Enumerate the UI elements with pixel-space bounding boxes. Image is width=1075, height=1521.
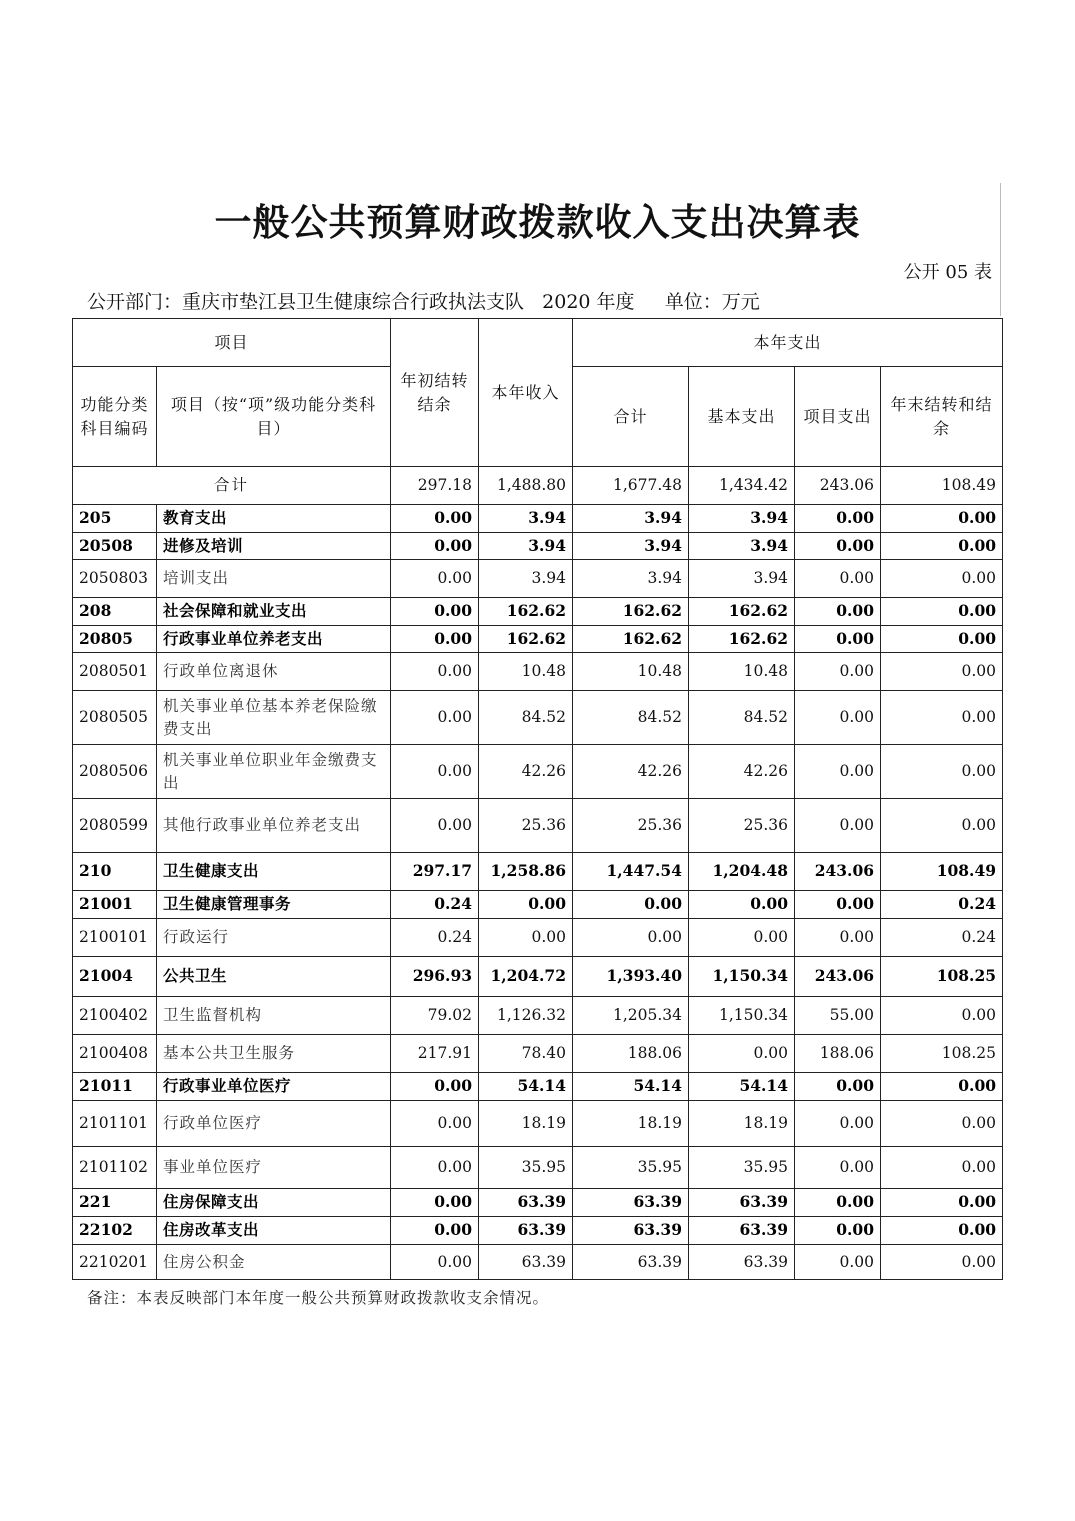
table-row [73, 691, 1003, 745]
row-name: 住房公积金 [157, 1245, 391, 1280]
row-basic: 1,150.34 [689, 997, 795, 1035]
row-name: 卫生健康支出 [157, 853, 391, 891]
table-row [73, 745, 1003, 799]
table-row [73, 853, 1003, 891]
header-total: 合计 [573, 367, 689, 467]
row-closing: 108.25 [881, 957, 1003, 997]
header-closing: 年末结转和结余 [881, 367, 1003, 467]
row-code: 20805 [73, 626, 157, 653]
row-basic: 0.00 [689, 1035, 795, 1073]
row-opening: 0.00 [391, 1101, 479, 1147]
row-code: 221 [73, 1189, 157, 1217]
header-project: 项目 [73, 319, 391, 367]
row-code: 210 [73, 853, 157, 891]
row-sum: 25.36 [573, 799, 689, 853]
total-sum: 1,677.48 [573, 467, 689, 505]
row-basic: 63.39 [689, 1189, 795, 1217]
row-sum: 1,447.54 [573, 853, 689, 891]
row-basic: 162.62 [689, 598, 795, 626]
page-title: 一般公共预算财政拨款收入支出决算表 [214, 200, 861, 244]
row-opening: 0.00 [391, 1245, 479, 1280]
row-code: 2080599 [73, 799, 157, 853]
table-row [73, 957, 1003, 997]
row-opening: 0.24 [391, 919, 479, 957]
row-closing: 0.00 [881, 1189, 1003, 1217]
row-closing: 0.00 [881, 598, 1003, 626]
row-income: 42.26 [479, 745, 573, 799]
row-proj: 0.00 [795, 533, 881, 560]
row-closing: 0.00 [881, 626, 1003, 653]
table-row [73, 505, 1003, 533]
table-row [73, 653, 1003, 691]
row-proj: 188.06 [795, 1035, 881, 1073]
row-proj: 0.00 [795, 919, 881, 957]
table-row [73, 1189, 1003, 1217]
table-row [73, 1147, 1003, 1189]
row-income: 63.39 [479, 1217, 573, 1245]
row-opening: 0.00 [391, 799, 479, 853]
row-closing: 108.25 [881, 1035, 1003, 1073]
row-code: 208 [73, 598, 157, 626]
row-name: 住房保障支出 [157, 1189, 391, 1217]
header-name: 项目（按“项”级功能分类科目） [157, 367, 391, 467]
row-name: 教育支出 [157, 505, 391, 533]
budget-table [72, 318, 1003, 1280]
row-opening: 0.00 [391, 560, 479, 598]
row-name: 行政单位离退休 [157, 653, 391, 691]
row-closing: 0.00 [881, 799, 1003, 853]
row-closing: 0.00 [881, 653, 1003, 691]
row-proj: 0.00 [795, 598, 881, 626]
table-row [73, 1101, 1003, 1147]
row-code: 21001 [73, 891, 157, 919]
row-sum: 42.26 [573, 745, 689, 799]
row-sum: 3.94 [573, 505, 689, 533]
row-income: 1,258.86 [479, 853, 573, 891]
table-row [73, 533, 1003, 560]
row-name: 行政事业单位医疗 [157, 1073, 391, 1101]
row-income: 3.94 [479, 533, 573, 560]
row-closing: 0.00 [881, 533, 1003, 560]
row-income: 3.94 [479, 560, 573, 598]
row-sum: 0.00 [573, 891, 689, 919]
row-income: 84.52 [479, 691, 573, 745]
row-closing: 0.24 [881, 891, 1003, 919]
row-code: 20508 [73, 533, 157, 560]
row-name: 培训支出 [157, 560, 391, 598]
row-closing: 0.00 [881, 1073, 1003, 1101]
meta-line [87, 287, 760, 314]
department-label: 公开部门：重庆市垫江县卫生健康综合行政执法支队 [87, 291, 525, 313]
row-proj: 0.00 [795, 626, 881, 653]
total-label: 合计 [73, 467, 391, 505]
row-proj: 0.00 [795, 1147, 881, 1189]
row-basic: 0.00 [689, 891, 795, 919]
row-income: 63.39 [479, 1189, 573, 1217]
table-row [73, 799, 1003, 853]
header-opening: 年初结转结余 [391, 319, 479, 467]
row-sum: 84.52 [573, 691, 689, 745]
row-basic: 35.95 [689, 1147, 795, 1189]
row-code: 2210201 [73, 1245, 157, 1280]
row-proj: 0.00 [795, 1101, 881, 1147]
row-name: 行政运行 [157, 919, 391, 957]
row-code: 2080505 [73, 691, 157, 745]
row-sum: 63.39 [573, 1217, 689, 1245]
row-income: 10.48 [479, 653, 573, 691]
row-income: 162.62 [479, 598, 573, 626]
header-code: 功能分类科目编码 [73, 367, 157, 467]
row-code: 2080506 [73, 745, 157, 799]
row-basic: 10.48 [689, 653, 795, 691]
row-basic: 42.26 [689, 745, 795, 799]
row-sum: 0.00 [573, 919, 689, 957]
table-row [73, 891, 1003, 919]
table-row [73, 1073, 1003, 1101]
row-basic: 54.14 [689, 1073, 795, 1101]
row-sum: 10.48 [573, 653, 689, 691]
row-closing: 108.49 [881, 853, 1003, 891]
row-sum: 63.39 [573, 1245, 689, 1280]
row-sum: 3.94 [573, 533, 689, 560]
table-row [73, 598, 1003, 626]
row-name: 卫生健康管理事务 [157, 891, 391, 919]
row-name: 机关事业单位职业年金缴费支出 [157, 745, 391, 799]
row-opening: 296.93 [391, 957, 479, 997]
row-proj: 0.00 [795, 560, 881, 598]
total-basic: 1,434.42 [689, 467, 795, 505]
unit-label: 单位：万元 [664, 291, 760, 313]
row-income: 3.94 [479, 505, 573, 533]
row-income: 35.95 [479, 1147, 573, 1189]
row-income: 1,126.32 [479, 997, 573, 1035]
table-row [73, 1035, 1003, 1073]
row-proj: 0.00 [795, 505, 881, 533]
row-basic: 3.94 [689, 560, 795, 598]
row-proj: 0.00 [795, 745, 881, 799]
row-opening: 79.02 [391, 997, 479, 1035]
table-body [73, 467, 1003, 1280]
row-basic: 1,204.48 [689, 853, 795, 891]
row-proj: 0.00 [795, 799, 881, 853]
row-sum: 1,205.34 [573, 997, 689, 1035]
row-income: 54.14 [479, 1073, 573, 1101]
row-opening: 0.00 [391, 745, 479, 799]
table-row [73, 626, 1003, 653]
row-proj: 0.00 [795, 653, 881, 691]
row-code: 2100101 [73, 919, 157, 957]
row-closing: 0.00 [881, 505, 1003, 533]
table-row [73, 1217, 1003, 1245]
row-closing: 0.00 [881, 745, 1003, 799]
table-row [73, 1245, 1003, 1280]
row-proj: 55.00 [795, 997, 881, 1035]
row-opening: 0.00 [391, 1189, 479, 1217]
header-income: 本年收入 [479, 319, 573, 467]
row-name: 行政单位医疗 [157, 1101, 391, 1147]
row-basic: 63.39 [689, 1217, 795, 1245]
row-code: 21004 [73, 957, 157, 997]
row-name: 住房改革支出 [157, 1217, 391, 1245]
year-label: 2020 年度 [542, 291, 635, 313]
row-income: 1,204.72 [479, 957, 573, 997]
row-sum: 18.19 [573, 1101, 689, 1147]
row-closing: 0.00 [881, 1147, 1003, 1189]
row-closing: 0.00 [881, 1101, 1003, 1147]
row-opening: 0.00 [391, 533, 479, 560]
total-income: 1,488.80 [479, 467, 573, 505]
row-proj: 243.06 [795, 957, 881, 997]
row-proj: 0.00 [795, 1189, 881, 1217]
table-number: 公开 05 表 [903, 262, 992, 283]
row-opening: 0.00 [391, 1147, 479, 1189]
row-basic: 84.52 [689, 691, 795, 745]
footnote: 备注：本表反映部门本年度一般公共预算财政拨款收支余情况。 [87, 1289, 550, 1307]
row-sum: 1,393.40 [573, 957, 689, 997]
row-basic: 3.94 [689, 533, 795, 560]
row-closing: 0.00 [881, 1217, 1003, 1245]
row-basic: 162.62 [689, 626, 795, 653]
row-proj: 243.06 [795, 853, 881, 891]
row-sum: 63.39 [573, 1189, 689, 1217]
row-name: 其他行政事业单位养老支出 [157, 799, 391, 853]
row-income: 162.62 [479, 626, 573, 653]
table-row [73, 560, 1003, 598]
row-income: 25.36 [479, 799, 573, 853]
row-opening: 0.00 [391, 1073, 479, 1101]
row-closing: 0.00 [881, 691, 1003, 745]
row-closing: 0.00 [881, 560, 1003, 598]
header-basic: 基本支出 [689, 367, 795, 467]
row-income: 63.39 [479, 1245, 573, 1280]
row-income: 18.19 [479, 1101, 573, 1147]
row-name: 公共卫生 [157, 957, 391, 997]
row-name: 基本公共卫生服务 [157, 1035, 391, 1073]
row-proj: 0.00 [795, 1245, 881, 1280]
row-code: 2101101 [73, 1101, 157, 1147]
row-basic: 25.36 [689, 799, 795, 853]
total-row [73, 467, 1003, 505]
row-basic: 1,150.34 [689, 957, 795, 997]
row-income: 0.00 [479, 891, 573, 919]
total-proj: 243.06 [795, 467, 881, 505]
row-proj: 0.00 [795, 1073, 881, 1101]
row-proj: 0.00 [795, 1217, 881, 1245]
row-name: 进修及培训 [157, 533, 391, 560]
row-name: 事业单位医疗 [157, 1147, 391, 1189]
row-code: 205 [73, 505, 157, 533]
row-name: 社会保障和就业支出 [157, 598, 391, 626]
row-code: 22102 [73, 1217, 157, 1245]
row-income: 0.00 [479, 919, 573, 957]
row-name: 卫生监督机构 [157, 997, 391, 1035]
row-sum: 3.94 [573, 560, 689, 598]
row-code: 2100402 [73, 997, 157, 1035]
row-name: 机关事业单位基本养老保险缴费支出 [157, 691, 391, 745]
row-code: 2050803 [73, 560, 157, 598]
row-name: 行政事业单位养老支出 [157, 626, 391, 653]
row-proj: 0.00 [795, 691, 881, 745]
row-opening: 0.00 [391, 691, 479, 745]
row-closing: 0.00 [881, 997, 1003, 1035]
row-opening: 0.00 [391, 653, 479, 691]
table-row [73, 919, 1003, 957]
total-closing: 108.49 [881, 467, 1003, 505]
row-basic: 63.39 [689, 1245, 795, 1280]
row-opening: 217.91 [391, 1035, 479, 1073]
row-sum: 188.06 [573, 1035, 689, 1073]
header-proj: 项目支出 [795, 367, 881, 467]
total-opening: 297.18 [391, 467, 479, 505]
row-opening: 297.17 [391, 853, 479, 891]
row-opening: 0.00 [391, 598, 479, 626]
row-basic: 3.94 [689, 505, 795, 533]
row-sum: 54.14 [573, 1073, 689, 1101]
table-row [73, 997, 1003, 1035]
row-closing: 0.00 [881, 1245, 1003, 1280]
row-code: 2101102 [73, 1147, 157, 1189]
header-current-expense: 本年支出 [573, 319, 1003, 367]
row-basic: 0.00 [689, 919, 795, 957]
row-sum: 35.95 [573, 1147, 689, 1189]
row-basic: 18.19 [689, 1101, 795, 1147]
row-opening: 0.00 [391, 626, 479, 653]
row-income: 78.40 [479, 1035, 573, 1073]
row-closing: 0.24 [881, 919, 1003, 957]
row-opening: 0.00 [391, 1217, 479, 1245]
row-proj: 0.00 [795, 891, 881, 919]
row-code: 2080501 [73, 653, 157, 691]
row-opening: 0.00 [391, 505, 479, 533]
row-sum: 162.62 [573, 626, 689, 653]
row-code: 2100408 [73, 1035, 157, 1073]
row-code: 21011 [73, 1073, 157, 1101]
row-sum: 162.62 [573, 598, 689, 626]
row-opening: 0.24 [391, 891, 479, 919]
